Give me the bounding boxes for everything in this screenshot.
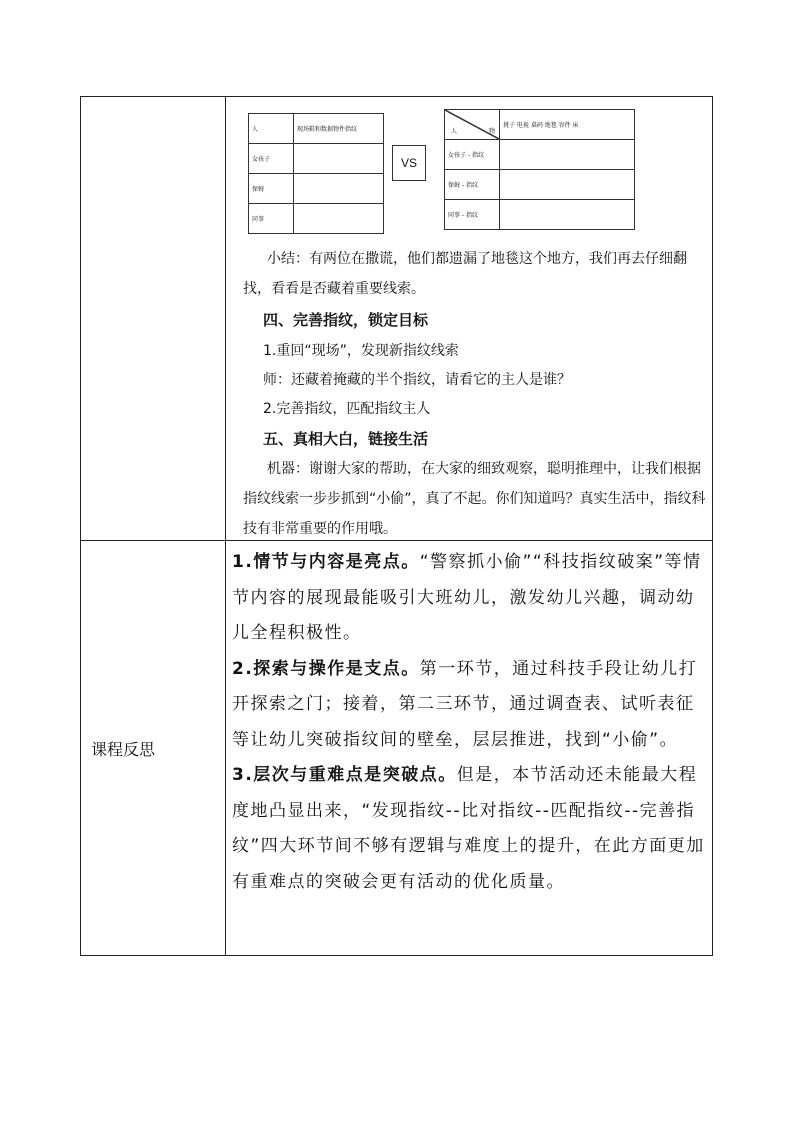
table-row	[445, 140, 635, 170]
table-row	[445, 110, 635, 140]
table-row	[445, 200, 635, 230]
reflection-text	[232, 545, 706, 900]
reflection-point-3	[232, 758, 706, 900]
point-1-title: 1.情节与内容是亮点。	[232, 552, 420, 572]
table-header-cell: 现场鞋和数据物件指纹	[294, 114, 384, 144]
point-3-body: 但是，本节活动还未能最大程度地凸显出来，“发现指纹--比对指纹--匹配指纹--完善指纹”四大环节间不够有逻辑与难度上的提升，在此方面更加有重难点的突破会更有活动的优化质量。	[232, 765, 705, 892]
table-header-cell: 挑子 电视 桌码 地毯 容件 床	[500, 110, 635, 140]
table-cell	[500, 140, 635, 170]
reflection-label: 课程反思	[81, 541, 226, 955]
reflection-content-cell	[226, 541, 712, 955]
table-row	[249, 144, 384, 174]
summary-paragraph: 小结：有两位在撒谎，他们都遗漏了地毯这个地方，我们再去仔细翻找，看看是否藏着重要线索。	[243, 251, 687, 297]
table-row	[445, 170, 635, 200]
section4-item1: 1.重回“现场”，发现新指纹线索	[263, 343, 459, 359]
section5-heading: 五、真相大白，链接生活	[263, 430, 429, 448]
table-cell	[294, 174, 384, 204]
point-2-body: 第一环节，通过科技手段让幼儿打开探索之门；接着，第二三环节，通过调查表、试听表征等让幼儿突破指纹间的壁垒，层层推进，找到“小偷”。	[232, 658, 698, 750]
activity-content-cell	[226, 97, 712, 540]
table-cell: 保姆	[249, 174, 294, 204]
table-row	[249, 174, 384, 204]
table-row	[249, 114, 384, 144]
suspect-table	[248, 113, 384, 234]
activity-label-cell	[81, 97, 226, 540]
diagonal-header-cell	[445, 110, 500, 140]
table-header-cell: 人	[249, 114, 294, 144]
table-cell	[500, 200, 635, 230]
table-cell: 同事 - 指纹	[445, 200, 500, 230]
header-mid-label: 物	[488, 128, 495, 135]
header-left-label: 人	[451, 128, 458, 135]
table-cell: 女孩子 - 指纹	[445, 140, 500, 170]
table-cell	[500, 170, 635, 200]
table-cell: 女孩子	[249, 144, 294, 174]
section4-item2: 2.完善指纹，匹配指纹主人	[263, 401, 431, 417]
section4-teacher-line: 师：还藏着掩藏的半个指纹，请看它的主人是谁？	[263, 372, 571, 388]
vs-label: VS	[392, 145, 426, 181]
table-cell	[294, 144, 384, 174]
table-cell: 保姆 - 指纹	[445, 170, 500, 200]
fingerprint-table	[444, 109, 635, 230]
point-1-body: “警察抓小偷”“科技指纹破案”等情节内容的展现最能吸引大班幼儿，激发幼儿兴趣，调动幼儿全程积极性。	[232, 552, 702, 643]
machine-paragraph: 机器：谢谢大家的帮助，在大家的细致观察，聪明推理中，让我们根据指纹线索一步步抓到“小偷”，真了不起。你们知道吗？真实生活中，指纹科技有非常重要的作用哦。	[243, 461, 706, 537]
reflection-row	[81, 541, 712, 955]
point-2-title: 2.探索与操作是支点。	[232, 658, 420, 679]
section4-heading: 四、完善指纹，锁定目标	[263, 311, 429, 329]
lesson-table	[80, 96, 713, 956]
reflection-point-2	[232, 652, 706, 759]
table-cell: 同事	[249, 204, 294, 234]
table-row	[249, 204, 384, 234]
reflection-point-1	[232, 545, 706, 652]
table-cell	[294, 204, 384, 234]
point-3-title: 3.层次与重难点是突破点。	[232, 765, 457, 785]
activity-row	[81, 97, 712, 541]
